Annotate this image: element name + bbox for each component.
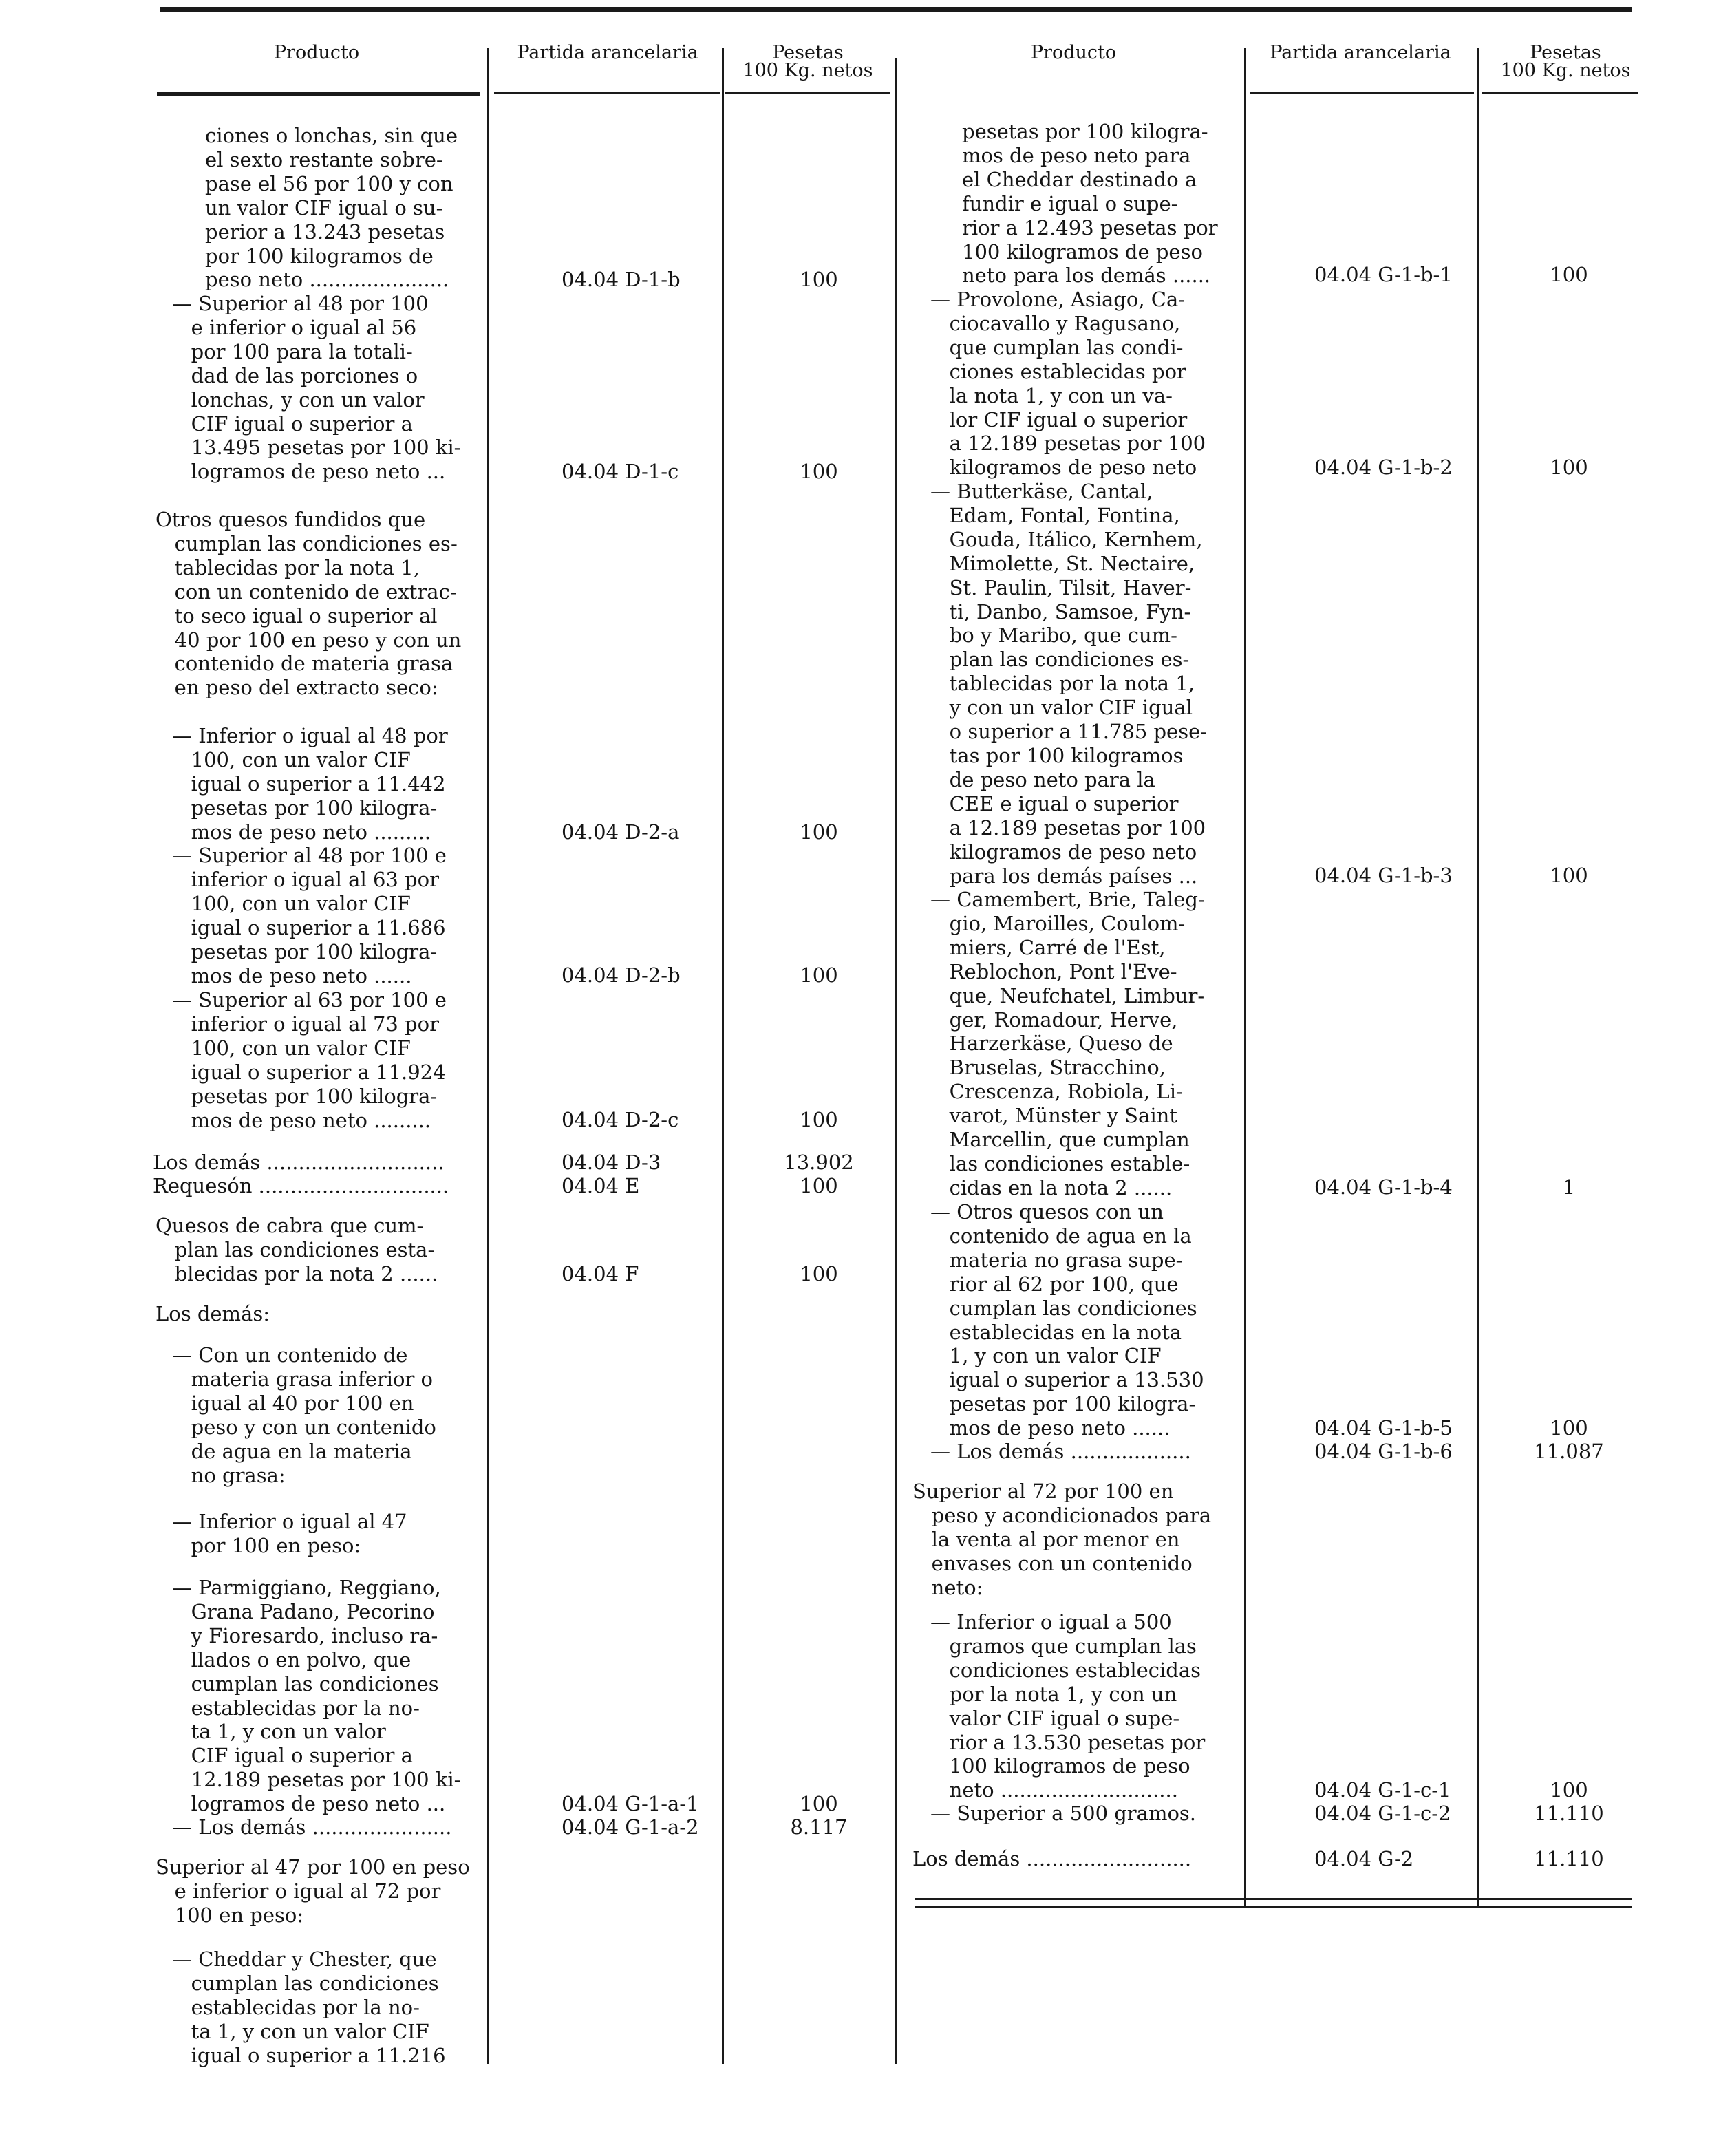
tariff-code-cell: 04.04 G-1-b-6 — [1314, 1440, 1453, 1463]
product-cell: — Superior al 48 por 100 e inferior o igual al 56 por 100 para la totali- dad de las porciones o lonchas, y con un valor CIF igual o superior a 13.495 pesetas por 100 ki- logramos de peso neto ... — [172, 292, 461, 484]
pesetas-cell: 11.087 — [1534, 1440, 1604, 1463]
tariff-code-cell: 04.04 G-2 — [1314, 1847, 1414, 1870]
pesetas-cell: 100 — [800, 963, 838, 987]
product-cell: Los demás: — [156, 1302, 270, 1325]
tariff-code-cell: 04.04 G-1-b-2 — [1314, 456, 1453, 479]
left-rule-2 — [722, 48, 724, 2064]
product-cell: Superior al 47 por 100 en peso e inferior o igual al 72 por 100 en peso: — [156, 1855, 470, 1927]
product-cell: — Superior al 48 por 100 e inferior o igual al 63 por 100, con un valor CIF igual o superior a 11.686 pesetas por 100 kilogra- mos de peso neto ...... — [172, 844, 447, 988]
pesetas-cell: 1 — [1562, 1175, 1576, 1199]
pesetas-cell: 100 — [1550, 1416, 1588, 1440]
tariff-code-cell: 04.04 G-1-a-2 — [562, 1815, 699, 1839]
product-cell: Otros quesos fundidos que cumplan las condiciones es- tablecidas por la nota 1, con un contenido de extrac- to seco igual o superior al 40 por 100 en peso y con un contenido de materia grasa en peso del extracto seco: — [156, 508, 462, 700]
product-cell: — Cheddar y Chester, que cumplan las condiciones establecidas por la no- ta 1, y con un valor CIF igual o superior a 11.216 — [172, 1947, 446, 2067]
product-cell: — Los demás ...................... — [172, 1815, 452, 1839]
product-cell: ciones o lonchas, sin que el sexto restante sobre- pase el 56 por 100 y con un valor CIF igual o su- perior a 13.243 pesetas por 100 kilogramos de peso neto ...................... — [205, 124, 458, 292]
product-cell: — Superior al 63 por 100 e inferior o igual al 73 por 100, con un valor CIF igual o superior a 11.924 pesetas por 100 kilogra- mos de peso neto ......... — [172, 988, 447, 1132]
product-cell: Los demás .......................... — [912, 1847, 1192, 1870]
pesetas-cell: 100 — [800, 460, 838, 483]
product-cell: — Butterkäse, Cantal, Edam, Fontal, Fontina, Gouda, Itálico, Kernhem, Mimolette, St. Nectaire, St. Paulin, Tilsit, Haver- ti, Danbo, Samsoe, Fyn- bo y Maribo, que cum- plan las condiciones es- tablecidas por la nota 1, y con un valor CIF igual o superior a 11.785 pese- tas por 100 kilogramos de peso neto para la CEE e igual o superior a 12.189 pesetas por 100 kilogramos de peso neto para los demás países ... — [930, 480, 1208, 888]
right-bottom-rule-1 — [915, 1898, 1632, 1900]
right-header-pesetas: Pesetas — [1530, 42, 1601, 63]
tariff-code-cell: 04.04 D-3 — [562, 1151, 661, 1174]
product-cell: Los demás ............................ — [153, 1151, 445, 1174]
pesetas-cell: 100 — [1550, 456, 1588, 479]
top-rule — [160, 7, 1632, 12]
product-cell: Requesón .............................. — [153, 1174, 449, 1197]
product-cell: — Superior a 500 gramos. — [930, 1802, 1197, 1825]
left-header-underline-pesetas — [725, 92, 890, 94]
pesetas-cell: 100 — [800, 268, 838, 291]
product-cell: Quesos de cabra que cum- plan las condiciones esta- blecidas por la nota 2 ...... — [156, 1214, 438, 1285]
tariff-code-cell: 04.04 G-1-b-1 — [1314, 263, 1453, 286]
product-cell: pesetas por 100 kilogra- mos de peso neto para el Cheddar destinado a fundir e igual o supe- rior a 12.493 pesetas por 100 kilogramos de peso neto para los demás ...... — [962, 120, 1218, 288]
pesetas-cell: 100 — [1550, 864, 1588, 887]
tariff-code-cell: 04.04 D-1-b — [562, 268, 681, 291]
right-header-unidad: 100 Kg. netos — [1500, 60, 1631, 81]
tariff-code-cell: 04.04 G-1-b-5 — [1314, 1416, 1453, 1440]
pesetas-cell: 100 — [800, 1108, 838, 1131]
pesetas-cell: 13.902 — [784, 1151, 854, 1174]
left-header-underline-producto — [157, 92, 480, 96]
product-cell: — Inferior o igual al 47 por 100 en peso: — [172, 1510, 407, 1557]
product-cell: — Otros quesos con un contenido de agua en la materia no grasa supe- rior al 62 por 100, que cumplan las condiciones establecidas en la nota 1, y con un valor CIF igual o superior a 13.530 pesetas por 100 kilogra- mos de peso neto ...... — [930, 1200, 1204, 1440]
left-header-producto: Producto — [273, 42, 360, 63]
pesetas-cell: 100 — [800, 1792, 838, 1815]
left-header-underline-partida — [494, 92, 720, 94]
right-bottom-rule-2 — [915, 1906, 1632, 1908]
pesetas-cell: 8.117 — [790, 1815, 848, 1839]
pesetas-cell: 100 — [800, 1262, 838, 1285]
tariff-code-cell: 04.04 F — [562, 1262, 639, 1285]
pesetas-cell: 100 — [800, 820, 838, 844]
tariff-code-cell: 04.04 G-1-c-2 — [1314, 1802, 1451, 1825]
tariff-code-cell: 04.04 G-1-b-4 — [1314, 1175, 1453, 1199]
pesetas-cell: 100 — [800, 1174, 838, 1197]
left-header-unidad: 100 Kg. netos — [742, 60, 873, 81]
product-cell: — Inferior o igual a 500 gramos que cumplan las condiciones establecidas por la nota 1, y con un valor CIF igual o supe- rior a 13.530 pesetas por 100 kilogramos de peso neto ............................ — [930, 1610, 1206, 1802]
left-header-pesetas: Pesetas — [772, 42, 844, 63]
pesetas-cell: 11.110 — [1534, 1847, 1604, 1870]
right-header-underline-pesetas — [1482, 92, 1638, 94]
right-header-producto: Producto — [1030, 42, 1117, 63]
tariff-code-cell: 04.04 D-1-c — [562, 460, 679, 483]
left-rule-1 — [487, 48, 489, 2064]
center-rule — [895, 58, 897, 2064]
product-cell: — Provolone, Asiago, Ca- ciocavallo y Ragusano, que cumplan las condi- ciones establecidas por la nota 1, y con un va- lor CIF igual o superior a 12.189 pesetas por 100 kilogramos de peso neto — [930, 288, 1206, 480]
tariff-code-cell: 04.04 G-1-c-1 — [1314, 1778, 1451, 1802]
right-header-underline-partida — [1250, 92, 1474, 94]
tariff-code-cell: 04.04 G-1-b-3 — [1314, 864, 1453, 887]
product-cell: — Parmiggiano, Reggiano, Grana Padano, Pecorino y Fioresardo, incluso ra- llados o en polvo, que cumplan las condiciones establecidas por la no- ta 1, y con un valor CIF igual o superior a 12.189 pesetas por 100 ki- logramos de peso neto ... — [172, 1576, 461, 1816]
product-cell: — Con un contenido de materia grasa inferior o igual al 40 por 100 en peso y con un contenido de agua en la materia no grasa: — [172, 1343, 436, 1487]
product-cell: — Los demás ................... — [930, 1440, 1191, 1463]
right-rule-2 — [1477, 48, 1479, 1906]
pesetas-cell: 100 — [1550, 263, 1588, 286]
right-header-partida: Partida arancelaria — [1270, 42, 1451, 63]
pesetas-cell: 100 — [1550, 1778, 1588, 1802]
left-header-partida: Partida arancelaria — [517, 42, 698, 63]
product-cell: Superior al 72 por 100 en peso y acondicionados para la venta al por menor en envases con un contenido neto: — [912, 1480, 1212, 1599]
product-cell: — Inferior o igual al 48 por 100, con un valor CIF igual o superior a 11.442 pesetas por 100 kilogra- mos de peso neto ......... — [172, 724, 448, 844]
tariff-code-cell: 04.04 D-2-b — [562, 963, 681, 987]
right-rule-1 — [1244, 48, 1246, 1906]
tariff-code-cell: 04.04 G-1-a-1 — [562, 1792, 699, 1815]
tariff-code-cell: 04.04 D-2-c — [562, 1108, 679, 1131]
pesetas-cell: 11.110 — [1534, 1802, 1604, 1825]
product-cell: — Camembert, Brie, Taleg- gio, Maroilles, Coulom- miers, Carré de l'Est, Reblochon, Pont l'Eve- que, Neufchatel, Limbur- ger, Romadour, Herve, Harzerkäse, Queso de Bruselas, Stracchino, Crescenza, Robiola, Li- varot, Münster y Saint Marcellin, que cumplan las condiciones estable- cidas en la nota 2 ...... — [930, 888, 1205, 1199]
tariff-code-cell: 04.04 E — [562, 1174, 640, 1197]
tariff-code-cell: 04.04 D-2-a — [562, 820, 680, 844]
